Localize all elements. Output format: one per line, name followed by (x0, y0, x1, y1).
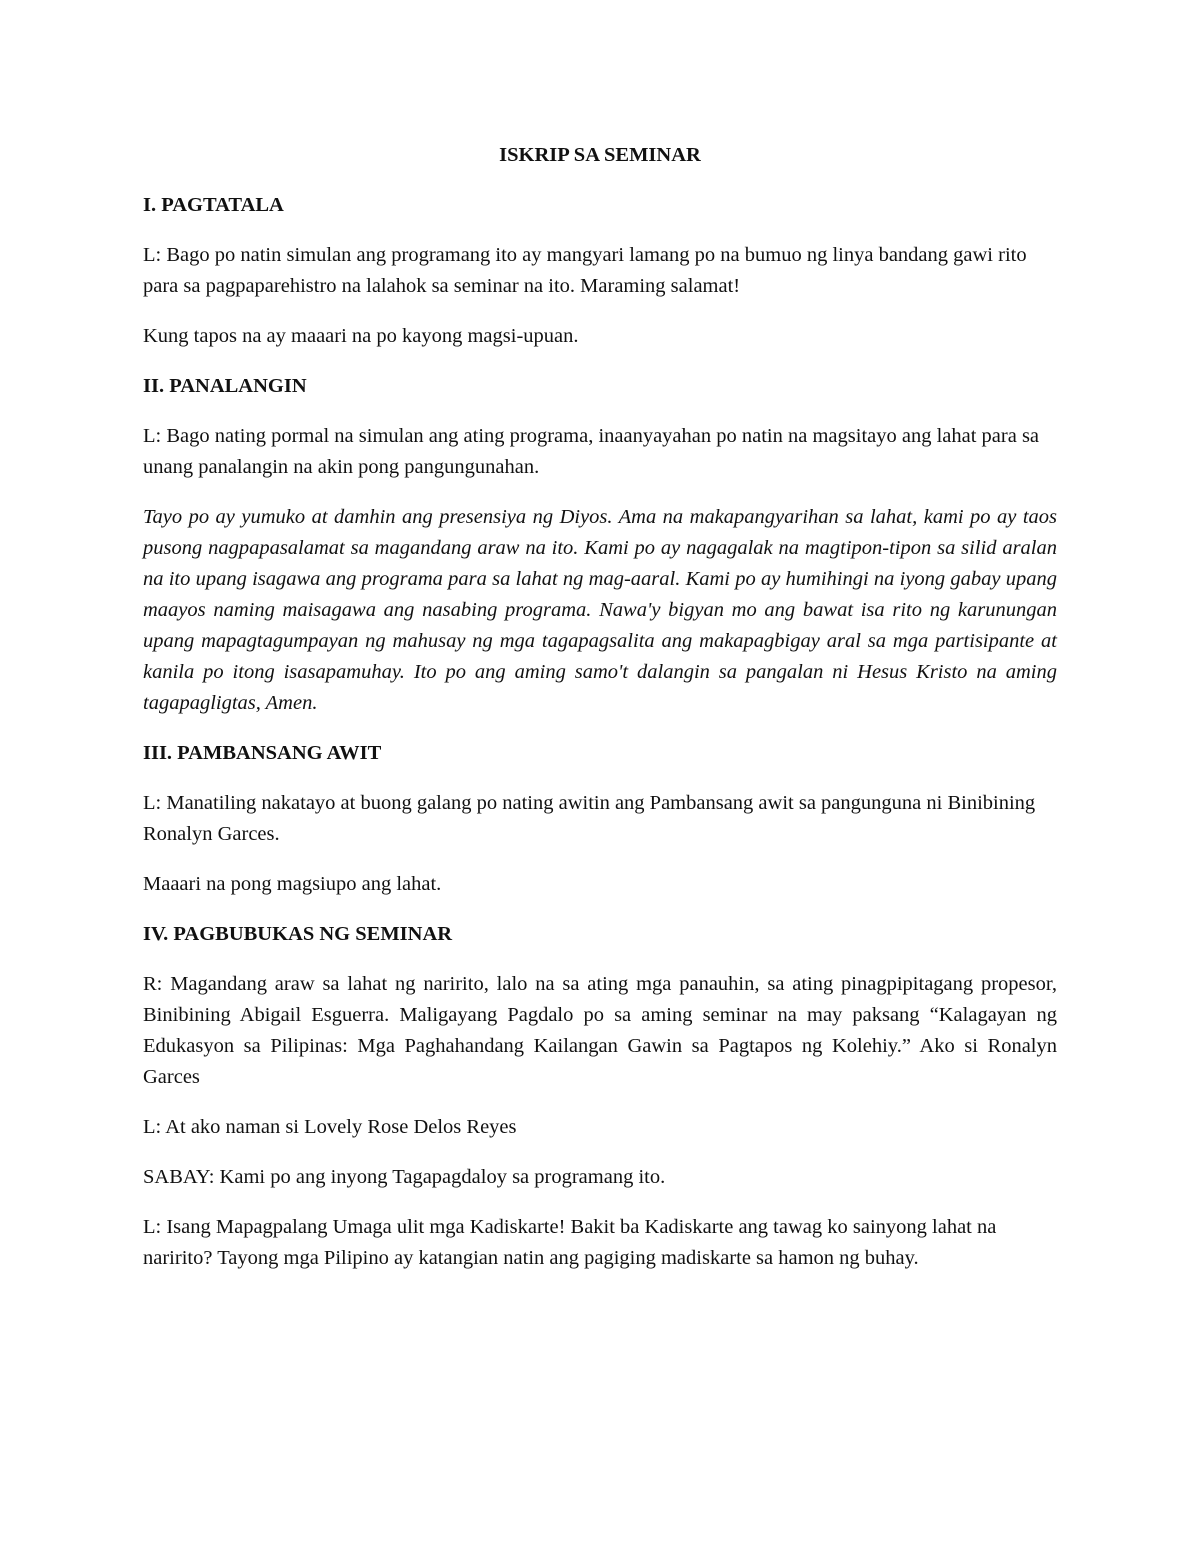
paragraph: L: Isang Mapagpalang Umaga ulit mga Kadiskarte! Bakit ba Kadiskarte ang tawag ko sainyong lahat na naririto? Tayong mga Pilipino ay katangian natin ang pagiging madiskarte sa hamon ng buhay. (143, 1216, 997, 1269)
paragraph: L: Bago nating pormal na simulan ang ating programa, inaanyayahan po natin na magsitayo ang lahat para sa unang panalangin na akin pong pangungunahan. (143, 425, 1040, 478)
paragraph: L: At ako naman si Lovely Rose Delos Reyes (143, 1116, 517, 1138)
paragraph: Maaari na pong magsiupo ang lahat. (143, 873, 442, 895)
prayer-paragraph: Tayo po ay yumuko at damhin ang presensiya ng Diyos. Ama na makapangyarihan sa lahat, kami po ay taos pusong nagpapasalamat sa magandang araw na ito. Kami po ay nagagalak na magtipon-tipon sa silid aralan na ito upang isagawa ang programa para sa lahat ng mag-aaral. Kami po ay humihingi na iyong gabay upang maayos naming maisagawa ang nasabing programa. Nawa'y bigyan mo ang bawat isa rito ng karunungan upang mapagtagumpayan ng mahusay ng mga tagapagsalita ang makapagbigay aral sa mga partisipante at kanila po itong isasapamuhay. Ito po ang aming samo't dalangin sa pangalan ni Hesus Kristo na aming tagapagligtas, Amen. (143, 506, 1057, 714)
section-heading-pagbubukas: IV. PAGBUBUKAS NG SEMINAR (143, 923, 453, 945)
paragraph: R: Magandang araw sa lahat ng naririto, lalo na sa ating mga panauhin, sa ating pinagpipitagang propesor, Binibining Abigail Esguerra. Maligayang Pagdalo po sa aming seminar na may paksang “Kalagayan ng Edukasyon sa Pilipinas: Mga Paghahandang Kailangan Gawin sa Pagtapos ng Kolehiy.” Ako si Ronalyn Garces (143, 973, 1057, 1088)
paragraph: Kung tapos na ay maaari na po kayong magsi-upuan. (143, 325, 579, 347)
document-page (143, 140, 1057, 1293)
paragraph: L: Manatiling nakatayo at buong galang po nating awitin ang Pambansang awit sa pangunguna ni Binibining Ronalyn Garces. (143, 792, 1036, 845)
document-title: ISKRIP SA SEMINAR (499, 144, 701, 166)
section-heading-panalangin: II. PANALANGIN (143, 375, 307, 397)
paragraph: SABAY: Kami po ang inyong Tagapagdaloy sa programang ito. (143, 1166, 666, 1188)
section-heading-pambansang-awit: III. PAMBANSANG AWIT (143, 742, 382, 764)
paragraph: L: Bago po natin simulan ang programang ito ay mangyari lamang po na bumuo ng linya bandang gawi rito para sa pagpaparehistro na lalahok sa seminar na ito. Maraming salamat! (143, 244, 1027, 297)
section-heading-pagtatala: I. PAGTATALA (143, 194, 284, 216)
